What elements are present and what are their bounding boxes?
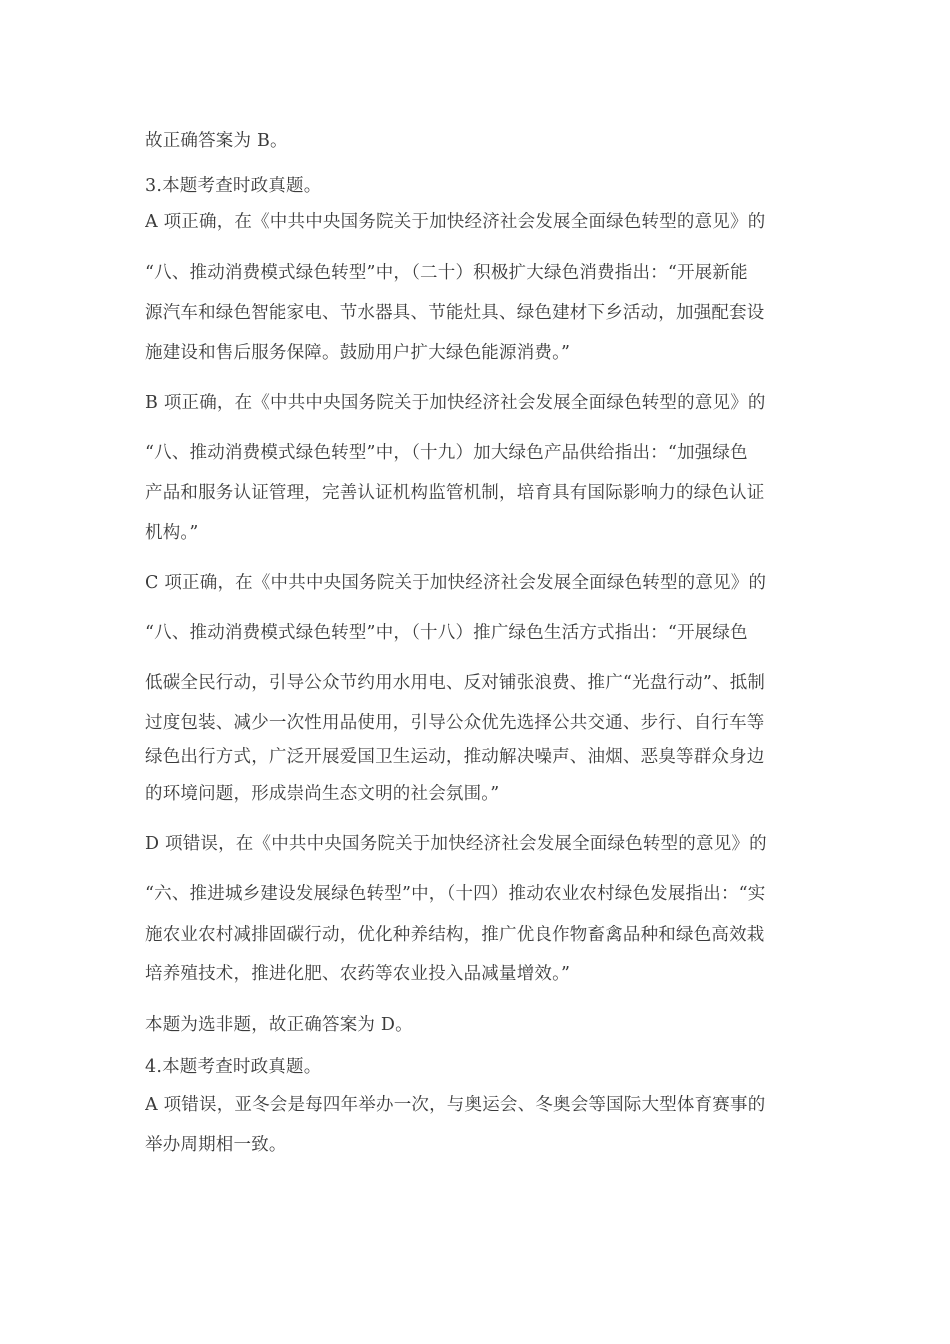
option-d-line-2: “六、推进城乡建设发展绿色转型”中，（十四）推动农业农村绿色发展指出：“实	[145, 884, 766, 904]
option-c-line-5: 绿色出行方式，广泛开展爱国卫生运动，推动解决噪声、油烟、恶臭等群众身边	[145, 747, 765, 767]
option-a-line-3: 源汽车和绿色智能家电、节水器具、节能灶具、绿色建材下乡活动，加强配套设	[145, 303, 765, 323]
answer-line-q2: 故正确答案为 B。	[145, 131, 288, 151]
option-a-line-4: 施建设和售后服务保障。鼓励用户扩大绿色能源消费。”	[145, 343, 571, 363]
q4-option-a-line-1: A 项错误，亚冬会是每四年举办一次，与奥运会、冬奥会等国际大型体育赛事的	[145, 1095, 766, 1115]
option-b-line-2: “八、推动消费模式绿色转型”中，（十九）加大绿色产品供给指出：“加强绿色	[145, 443, 748, 463]
option-c-line-4: 过度包装、减少一次性用品使用，引导公众优先选择公共交通、步行、自行车等	[145, 713, 765, 733]
question-heading-3: 3.本题考查时政真题。	[145, 176, 322, 196]
option-a-line-2: “八、推动消费模式绿色转型”中，（二十）积极扩大绿色消费指出：“开展新能	[145, 263, 748, 283]
option-b-line-3: 产品和服务认证管理，完善认证机构监管机制，培育具有国际影响力的绿色认证	[145, 483, 765, 503]
option-a-line-1: A 项正确，在《中共中央国务院关于加快经济社会发展全面绿色转型的意见》的	[145, 212, 766, 232]
option-c-line-1: C 项正确，在《中共中央国务院关于加快经济社会发展全面绿色转型的意见》的	[145, 573, 767, 593]
answer-line-q3: 本题为选非题，故正确答案为 D。	[145, 1015, 413, 1035]
option-b-line-4: 机构。”	[145, 523, 199, 543]
option-d-line-1: D 项错误，在《中共中央国务院关于加快经济社会发展全面绿色转型的意见》的	[145, 834, 767, 854]
option-d-line-3: 施农业农村减排固碳行动，优化种养结构，推广优良作物畜禽品种和绿色高效栽	[145, 925, 765, 945]
option-c-line-6: 的环境问题，形成崇尚生态文明的社会氛围。”	[145, 784, 500, 804]
question-heading-4: 4.本题考查时政真题。	[145, 1057, 322, 1077]
option-c-line-3: 低碳全民行动，引导公众节约用水用电、反对铺张浪费、推广“光盘行动”、抵制	[145, 673, 766, 693]
option-d-line-4: 培养殖技术，推进化肥、农药等农业投入品减量增效。”	[145, 964, 571, 984]
option-b-line-1: B 项正确，在《中共中央国务院关于加快经济社会发展全面绿色转型的意见》的	[145, 393, 766, 413]
q4-option-a-line-2: 举办周期相一致。	[145, 1135, 287, 1155]
option-c-line-2: “八、推动消费模式绿色转型”中，（十八）推广绿色生活方式指出：“开展绿色	[145, 623, 748, 643]
